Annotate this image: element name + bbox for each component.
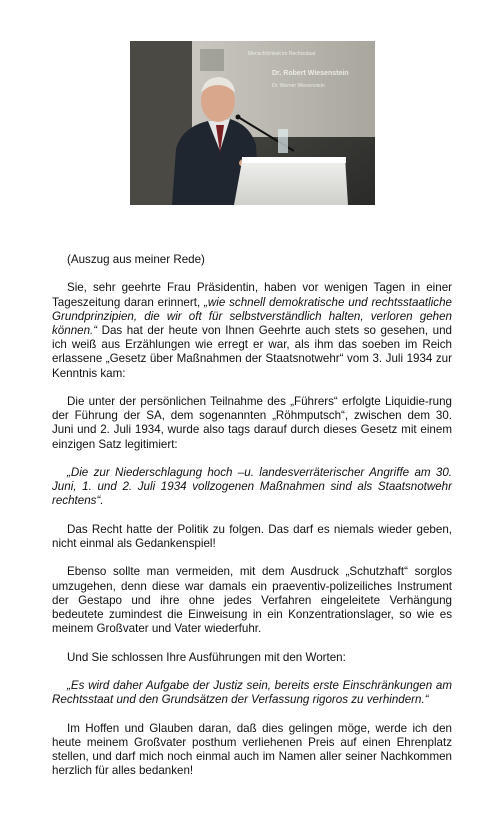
speaker-photo	[130, 41, 375, 205]
speech-heading: (Auszug aus meiner Rede)	[67, 253, 205, 266]
inline-quote-president: „wie schnell demokratische und rechtsstaatliche Grundprinzipien, die wir oft für selbstverständlich halten, verloren gehen können.“	[52, 295, 452, 337]
paragraph-roehm: Die unter der persönlichen Teilnahme des „Führers“ erfolgte Liquidie-rung der Führung der SA, dem sogenannten „Röhmputsch“, zwischen dem 30. Juni und 2. Juli 1934, wurde also tags darauf durch dieses Gesetz mit einem einzigen Satz legitimiert:	[52, 395, 452, 451]
paragraph-intro-text: Sie, sehr geehrte Frau Präsidentin, haben vor wenigen Tagen in einer Tageszeitung daran erinnert,	[52, 281, 452, 309]
speech-text	[52, 253, 452, 793]
screen-text-2: Dr. Robert Wiesenstein	[272, 70, 349, 77]
speaker-photo-drawing	[130, 41, 375, 205]
quote-staatsnotwehr: „Die zur Niederschlagung hoch –u. landesverräterischer Angriffe am 30. Juni, 1. und 2. Juli 1934 vollzogenen Maßnahmen sind als Staatsnotwehr rechtens“.	[52, 466, 452, 508]
paragraph-schutzhaft: Ebenso sollte man vermeiden, mit dem Ausdruck „Schutzhaft“ sorglos umzugehen, denn diese war damals ein praeventiv-polizeiliches Instrument der Gestapo und ihre ohne jedes Verfahren eingeleitete Verhängung bedeutete zumindest die Einweisung in ein Konzentrationslager, so wie es meinem Großvater und Vater wiederfuhr.	[52, 565, 452, 636]
paragraph-intro	[52, 281, 452, 380]
quote-justice: „Es wird daher Aufgabe der Justiz sein, bereits erste Einschränkungen am Rechtsstaat und den Grundsätzen der Verfassung rigoros zu verhindern.“	[52, 678, 452, 707]
paragraph-thanks: Im Hoffen und Glauben daran, daß dies gelingen möge, werde ich den heute meinem Großvater posthum verliehenen Preis auf einen Ehrenplatz stellen, und darf mich noch einmal auch im Namen aller seiner Nachkommen herzlich für alles bedanken!	[52, 721, 452, 778]
screen-text-1: Menschlichkeit im Rechtsstaat	[248, 51, 316, 57]
lectern	[234, 157, 348, 205]
paragraph-closing-words: Und Sie schlossen Ihre Ausführungen mit den Worten:	[67, 650, 346, 664]
paragraph-politics: Das Recht hatte der Politik zu folgen. Das darf es niemals wieder geben, nicht einmal als Gedankenspiel!	[52, 522, 452, 550]
paragraph-intro-rest: Das hat der heute von Ihnen Geehrte auch stets so gesehen, und ich weiß aus Erzählungen wie erregt er war, als ihm das soeben im Reich erlassene „Gesetz über Maßnahmen der Staatsnotwehr“ vom 3. Juli 1934 zur Kenntnis kam:	[52, 324, 452, 380]
screen-text-3: Dr. Werner Wiesenstein	[272, 83, 325, 89]
